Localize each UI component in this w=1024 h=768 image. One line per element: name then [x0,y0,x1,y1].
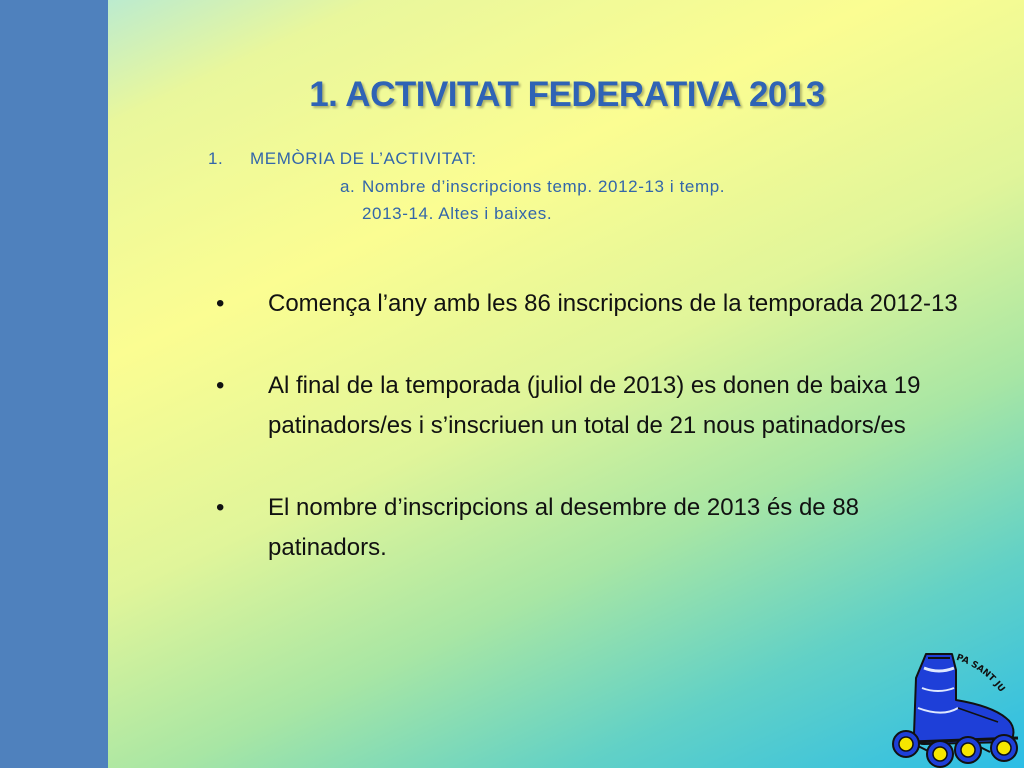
logo-text: PA SANT JUST [954,652,1007,695]
bullet-item [216,366,976,446]
outline-sub-line-1: Nombre d’inscripcions temp. 2012-13 i temp. [362,177,726,196]
outline-sub-letter: a. [340,177,356,196]
bullet-text: El nombre d’inscripcions al desembre de 2013 és de 88 patinadors. [268,494,860,561]
bullet-marker: • [216,372,225,399]
bullet-marker: • [216,290,225,317]
roller-skate-logo [878,648,1024,768]
bullet-list [216,284,976,610]
outline-sub-line-2: 2013-14. Altes i baixes. [362,204,553,223]
bullet-item [216,284,976,324]
slide-title: 1. ACTIVITAT FEDERATIVA 2013 [309,75,825,114]
outline-item-text: MEMÒRIA DE L’ACTIVITAT: [250,149,477,168]
bullet-marker: • [216,494,225,521]
bullet-text: Al final de la temporada (juliol de 2013) es donen de baixa 19 patinadors/es i s’inscriuen un total de 21 nous patinadors/es [268,372,921,439]
outline-item-number: 1. [208,149,224,168]
bullet-text: Comença l’any amb les 86 inscripcions de la temporada 2012-13 [268,290,958,317]
bullet-item [216,488,976,568]
side-bar [0,0,108,768]
